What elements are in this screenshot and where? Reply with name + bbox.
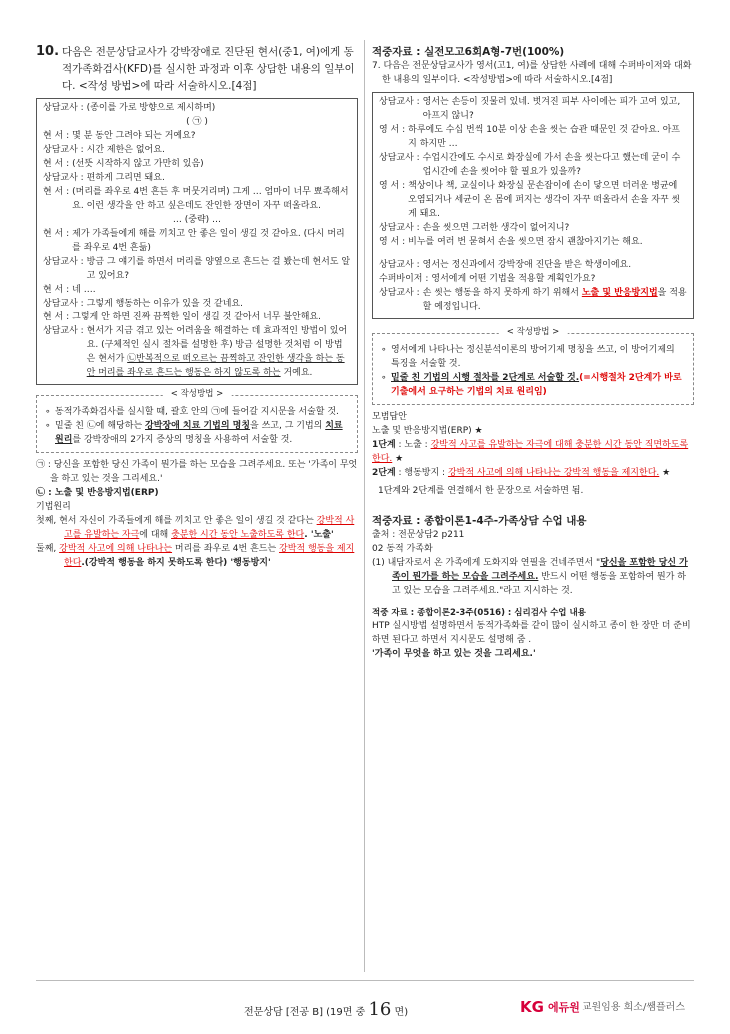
speaker-label: 상담교사 : xyxy=(43,173,84,184)
utterance: (머리를 좌우로 4번 흔든 후 머뭇거리며) 그게 … 엄마이 너무 뾰족해서요. 이런 생각을 안 하고 싶은데도 잔인한 장면이 자꾸 떠올라요. xyxy=(72,187,349,211)
model-title: 모범답안 xyxy=(372,411,407,422)
dialogue-line xyxy=(43,102,351,116)
dialogue-box-right xyxy=(372,92,694,319)
dialogue-line xyxy=(43,172,351,186)
speaker-label: 수퍼바이저 : xyxy=(379,274,429,285)
dialogue-line xyxy=(379,236,687,250)
principle-1: 첫째, 현서 자신이 가족들에게 해를 끼치고 안 좋은 일이 생길 것 같다는 강박적 사고를 유발하는 자극에 대해 충분한 시간 동안 노출하도록 한다. '노출' xyxy=(36,515,355,540)
utterance: 영서는 손등이 짓물러 있네. 벗겨진 피부 사이에는 피가 고여 있고, 아프지 않니? xyxy=(422,97,681,122)
dialogue-line: … (중략) … xyxy=(172,214,222,225)
speaker-label: 현 서 : xyxy=(43,131,70,142)
conditions-box xyxy=(36,389,358,453)
utterance: 시간 제한은 없어요. xyxy=(86,145,165,156)
dialogue-line xyxy=(43,130,351,144)
principle-title: 기법원리 xyxy=(36,501,71,512)
speaker-label: 상담교사 : xyxy=(379,222,420,233)
utterance: 방금 그 얘기를 하면서 머리를 양옆으로 흔드는 걸 봤는데 현서도 알고 있어요? xyxy=(86,256,351,281)
dialogue-box xyxy=(36,98,358,385)
source-3-text: HTP 실시방법 설명하면서 동적가족화를 같이 많이 실시하고 종이 한 장만 더 준비하면 된다고 하면서 지시문도 설명해 줌 . xyxy=(372,620,691,645)
speaker-label: 현 서 : xyxy=(43,312,70,323)
question-number: 10. xyxy=(36,44,60,59)
utterance: 수업시간에도 수시로 화장실에 가서 손을 씻는다고 했는데 굳이 수업시간에 손을 씻어야 할 필요가 있을까? xyxy=(422,152,681,177)
model-answer xyxy=(372,411,694,499)
utterance: (선뜻 시작하지 않고 가만히 있음) xyxy=(72,159,204,170)
publisher-logo: KG 에듀원 교원임용 희소/쌤플러스 xyxy=(520,996,685,1019)
speaker-label: 현 서 : xyxy=(43,187,70,198)
dialogue-line: 상담교사 : 현서가 지금 겪고 있는 어려움을 해결하는 데 효과적인 방법이 있어요. (구체적인 실시 절차를 설명한 후) 방금 설명한 것처럼 이 방법은 현서가 ㉡반복적으로 떠오르는 끔찍하고 잔인한 생각을 하는 동안 머리를 좌우로 흔드는 행동은 하지 않도록 하는 거예요. xyxy=(43,326,348,379)
utterance: 제가 가족들에게 해를 끼치고 안 좋은 일이 생길 것 같아요. (다시 머리를 좌우로 4번 흔듦) xyxy=(72,228,345,253)
dialogue-line: ( ㉠ ) xyxy=(186,117,208,128)
dialogue-line xyxy=(43,228,351,256)
utterance: 그렇게 행동하는 이유가 있을 것 같네요. xyxy=(86,298,243,309)
speaker-label: 영 서 : xyxy=(379,180,406,191)
condition-item: ∘ 동적가족화검사를 실시할 때, 괄호 안의 ㉠에 들어갈 지시문을 서술할 것. xyxy=(45,407,339,418)
speaker-label: 상담교사 : xyxy=(43,256,84,267)
speaker-label: 상담교사 : xyxy=(379,152,420,163)
subheading: 02 동적 가족화 xyxy=(372,543,433,554)
speaker-label: 상담교사 : xyxy=(43,103,84,114)
kg-logo-icon: KG xyxy=(520,998,544,1016)
speaker-label: 상담교사 : xyxy=(43,298,84,309)
utterance: 편하게 그리면 돼요. xyxy=(86,173,165,184)
condition-item: ∘ 밑줄 친 기법의 시행 절차를 2단계로 서술할 것.(=시행절차 2단계가 바로 기출에서 요구하는 기법의 치료 원리임) xyxy=(381,373,682,398)
speaker-label: 영 서 : xyxy=(379,236,406,247)
question-10 xyxy=(36,44,358,94)
question-text: 다음은 전문상담교사가 강박장애로 진단된 현서(중1, 여)에게 동적가족화검사(KFD)를 실시한 과정과 이후 상담한 내용의 일부이다. <작성 방법>에 따라 서술하시오.[4점] xyxy=(62,46,355,92)
speaker-label: 영 서 : xyxy=(379,125,406,136)
dialogue-line xyxy=(379,259,687,273)
conditions-box-right xyxy=(372,327,694,405)
utterance: (종이를 가로 방향으로 제시하며) xyxy=(86,103,216,114)
speaker-label: 상담교사 : xyxy=(43,145,84,156)
conditions-title: < 작성방법 > xyxy=(163,388,232,401)
dialogue-line xyxy=(43,186,351,214)
utterance: 비누를 여러 번 묻혀서 손을 씻으면 잠시 괜찮아지기는 해요. xyxy=(408,236,643,247)
utterance: 하루에도 수십 번씩 10분 이상 손을 씻는 습관 때문인 것 같아요. 아프지 하지만 … xyxy=(408,125,680,149)
dialogue-line xyxy=(43,284,351,298)
source-ref: 출처 : 전문상담2 p211 xyxy=(372,529,465,540)
dialogue-line xyxy=(43,298,351,312)
source-heading-2: 적중자료 : 종합이론1-4주-가족상담 수업 내용 xyxy=(372,514,587,527)
condition-item: ∘ 밑줄 친 ㉡에 해당하는 강박장애 치료 기법의 명칭을 쓰고, 그 기법의 치료 원리를 강박장애의 2가지 증상의 명칭을 사용하여 서술할 것. xyxy=(45,421,343,446)
answer-section xyxy=(36,459,358,571)
dialogue-line xyxy=(43,311,351,325)
dialogue-line xyxy=(379,152,687,180)
utterance: 그렇게 안 하면 진짜 끔찍한 일이 생길 것 같아서 너무 불안해요. xyxy=(72,312,321,323)
speaker-label: 상담교사 : xyxy=(379,97,420,108)
right-column xyxy=(372,44,694,662)
utterance: 책상이나 책, 교실이나 화장실 문손잡이에 손이 닿으면 더러운 병균에 오염되거나 세균이 온 몸에 퍼지는 생각이 자꾸 떠올라서 손을 자꾸 씻게 돼요. xyxy=(408,180,681,219)
page-number: 전문상담 [전공 B] (19면 중 16 면) xyxy=(244,999,409,1020)
utterance: 손을 씻으면 그러한 생각이 없어지니? xyxy=(422,222,570,233)
dialogue-line xyxy=(379,180,687,222)
source-heading-3: 적중 자료 : 종합이론2-3주(0516) : 심리검사 수업 내용 xyxy=(372,607,586,618)
answer-2: ㉡ : 노출 및 반응방지법(ERP) xyxy=(36,487,159,498)
dialogue-line xyxy=(43,256,351,284)
dialogue-line xyxy=(379,273,687,287)
dialogue-line xyxy=(379,96,687,124)
utterance: 네 …. xyxy=(72,284,96,295)
source-section-2 xyxy=(372,513,694,599)
source-section-3 xyxy=(372,607,694,662)
model-note: 1단계와 2단계를 연결해서 한 문장으로 서술하면 됨. xyxy=(378,485,584,496)
answer-1: ㉠ : 당신을 포함한 당신 가족이 뭔가를 하는 모습을 그려주세요. 또는 '가족이 무엇을 하고 있는 것을 그리세요.' xyxy=(36,459,358,484)
footer-divider xyxy=(36,980,694,981)
speaker-label: 상담교사 : xyxy=(379,260,420,271)
source-3-quote: '가족이 무엇을 하고 있는 것을 그리세요.' xyxy=(372,648,536,659)
dialogue-line xyxy=(43,144,351,158)
dialogue-line xyxy=(43,158,351,172)
instruction-item: (1) 내담자로서 온 가족에게 도화지와 연필을 건네주면서 "당신을 포함한 당신 가족이 뭔가를 하는 모습을 그려주세요. 반드시 어떤 행동을 포함하여 뭔가 하고 있는 모습을 그려주세요."라고 지시하는 것. xyxy=(372,557,688,596)
utterance: 영서는 정신과에서 강박장애 진단을 받은 학생이에요. xyxy=(422,260,632,271)
question-7-text: 7. 다음은 전문상담교사가 영서(고1, 여)를 상담한 사례에 대해 수퍼바이저와 대화한 내용의 일부이다. <작성방법>에 따라 서술하시오.[4점] xyxy=(372,61,692,86)
utterance: 몇 분 동안 그려야 되는 거예요? xyxy=(72,131,196,142)
step-2: 2단계 : 행동방지 : 강박적 사고에 의해 나타나는 강박적 행동을 제지한다. ★ xyxy=(372,467,671,478)
principle-2: 둘째, 강박적 사고에 의해 나타나는 머리를 좌우로 4번 흔드는 강박적 행동을 제지한다.(강박적 행동을 하지 못하도록 한다) '행동방지' xyxy=(36,543,355,568)
source-heading-1: 적중자료 : 실전모고6회A형-7번(100%) xyxy=(372,46,565,58)
utterance: 영서에게 어떤 기법을 적용할 계획인가요? xyxy=(431,274,596,285)
dialogue-line xyxy=(379,124,687,152)
speaker-label: 현 서 : xyxy=(43,228,70,239)
speaker-label: 현 서 : xyxy=(43,284,70,295)
step-1: 1단계 : 노출 : 강박적 사고를 유발하는 자극에 대해 충분한 시간 동안 직면하도록 한다. ★ xyxy=(372,439,689,464)
dialogue-line xyxy=(379,222,687,236)
column-divider xyxy=(364,40,365,972)
conditions-title: < 작성방법 > xyxy=(499,326,568,339)
model-technique: 노출 및 반응방지법(ERP) ★ xyxy=(372,425,483,436)
condition-item: ∘ 영서에게 나타나는 정신분석이론의 방어기제 명칭을 쓰고, 이 방어기제의 특징을 서술할 것. xyxy=(381,345,675,370)
dialogue-line: 상담교사 : 손 씻는 행동을 하지 못하게 하기 위해서 노출 및 반응방지법을 적용할 예정입니다. xyxy=(379,288,687,313)
left-column xyxy=(36,44,358,570)
speaker-label: 현 서 : xyxy=(43,159,70,170)
